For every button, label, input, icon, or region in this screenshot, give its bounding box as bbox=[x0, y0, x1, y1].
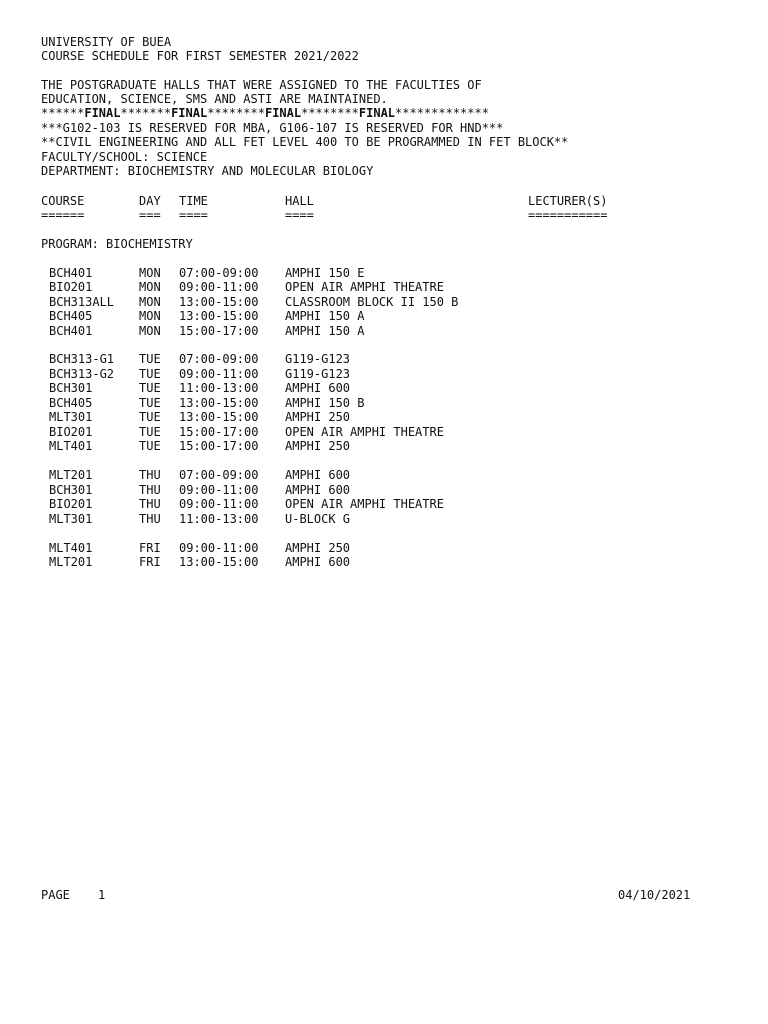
banner-stars: ******** bbox=[301, 106, 359, 120]
time-cell: 13:00-15:00 bbox=[179, 396, 259, 410]
final-label: FINAL bbox=[171, 106, 208, 120]
hall-cell: AMPHI 600 bbox=[285, 468, 351, 482]
time-cell: 13:00-15:00 bbox=[179, 555, 259, 569]
page-number: 1 bbox=[98, 888, 106, 902]
col-hall: HALL bbox=[285, 194, 314, 208]
course-code: BCH313ALL bbox=[49, 295, 115, 309]
day-cell: MON bbox=[139, 280, 161, 294]
day-cell: THU bbox=[139, 497, 161, 511]
hall-cell: OPEN AIR AMPHI THEATRE bbox=[285, 425, 444, 439]
banner-stars: ************* bbox=[395, 106, 489, 120]
day-cell: FRI bbox=[139, 555, 161, 569]
day-cell: MON bbox=[139, 309, 161, 323]
course-code: BCH313-G2 bbox=[49, 367, 115, 381]
hall-cell: AMPHI 600 bbox=[285, 483, 351, 497]
col-lecturers: LECTURER(S) bbox=[528, 194, 608, 208]
department-label: DEPARTMENT: BIOCHEMISTRY AND MOLECULAR BIOLOGY bbox=[41, 164, 374, 178]
notice-line-2: EDUCATION, SCIENCE, SMS AND ASTI ARE MAINTAINED. bbox=[41, 92, 388, 106]
course-code: BCH401 bbox=[49, 324, 93, 338]
course-code: BCH405 bbox=[49, 396, 93, 410]
course-code: BIO201 bbox=[49, 425, 93, 439]
final-banner bbox=[41, 106, 489, 120]
time-cell: 13:00-15:00 bbox=[179, 295, 259, 309]
hall-cell: G119-G123 bbox=[285, 367, 351, 381]
col-hall-underline: ==== bbox=[285, 208, 314, 222]
col-day: DAY bbox=[139, 194, 161, 208]
day-cell: THU bbox=[139, 483, 161, 497]
day-cell: THU bbox=[139, 512, 161, 526]
day-cell: THU bbox=[139, 468, 161, 482]
hall-cell: AMPHI 600 bbox=[285, 555, 351, 569]
hall-cell: OPEN AIR AMPHI THEATRE bbox=[285, 497, 444, 511]
day-cell: TUE bbox=[139, 381, 161, 395]
day-cell: TUE bbox=[139, 425, 161, 439]
col-time: TIME bbox=[179, 194, 208, 208]
hall-cell: AMPHI 250 bbox=[285, 439, 351, 453]
time-cell: 09:00-11:00 bbox=[179, 367, 259, 381]
print-date: 04/10/2021 bbox=[618, 888, 691, 902]
time-cell: 11:00-13:00 bbox=[179, 381, 259, 395]
time-cell: 15:00-17:00 bbox=[179, 425, 259, 439]
time-cell: 09:00-11:00 bbox=[179, 541, 259, 555]
university-name: UNIVERSITY OF BUEA bbox=[41, 35, 172, 49]
time-cell: 07:00-09:00 bbox=[179, 266, 259, 280]
day-cell: TUE bbox=[139, 367, 161, 381]
banner-stars: ****** bbox=[41, 106, 85, 120]
course-code: BCH301 bbox=[49, 483, 93, 497]
schedule-title: COURSE SCHEDULE FOR FIRST SEMESTER 2021/2022 bbox=[41, 49, 359, 63]
col-time-underline: ==== bbox=[179, 208, 208, 222]
day-cell: TUE bbox=[139, 352, 161, 366]
time-cell: 09:00-11:00 bbox=[179, 280, 259, 294]
hall-cell: CLASSROOM BLOCK II 150 B bbox=[285, 295, 459, 309]
course-code: MLT301 bbox=[49, 410, 93, 424]
day-cell: MON bbox=[139, 295, 161, 309]
page-label: PAGE bbox=[41, 888, 70, 902]
program-label: PROGRAM: BIOCHEMISTRY bbox=[41, 237, 193, 251]
time-cell: 11:00-13:00 bbox=[179, 512, 259, 526]
day-cell: MON bbox=[139, 266, 161, 280]
time-cell: 09:00-11:00 bbox=[179, 483, 259, 497]
faculty-label: FACULTY/SCHOOL: SCIENCE bbox=[41, 150, 208, 164]
day-cell: FRI bbox=[139, 541, 161, 555]
time-cell: 15:00-17:00 bbox=[179, 324, 259, 338]
reserved-note: ***G102-103 IS RESERVED FOR MBA, G106-107 IS RESERVED FOR HND*** bbox=[41, 121, 504, 135]
col-course: COURSE bbox=[41, 194, 85, 208]
hall-cell: OPEN AIR AMPHI THEATRE bbox=[285, 280, 444, 294]
course-code: BCH405 bbox=[49, 309, 93, 323]
hall-cell: AMPHI 250 bbox=[285, 541, 351, 555]
day-cell: MON bbox=[139, 324, 161, 338]
course-code: BCH313-G1 bbox=[49, 352, 115, 366]
course-code: BIO201 bbox=[49, 280, 93, 294]
hall-cell: AMPHI 150 A bbox=[285, 324, 365, 338]
civil-note: **CIVIL ENGINEERING AND ALL FET LEVEL 400 TO BE PROGRAMMED IN FET BLOCK** bbox=[41, 135, 569, 149]
course-code: MLT301 bbox=[49, 512, 93, 526]
day-cell: TUE bbox=[139, 410, 161, 424]
hall-cell: U-BLOCK G bbox=[285, 512, 351, 526]
course-code: MLT401 bbox=[49, 541, 93, 555]
time-cell: 07:00-09:00 bbox=[179, 468, 259, 482]
final-label: FINAL bbox=[84, 106, 121, 120]
banner-stars: ******** bbox=[207, 106, 265, 120]
final-label: FINAL bbox=[264, 106, 302, 120]
time-cell: 13:00-15:00 bbox=[179, 410, 259, 424]
final-label: FINAL bbox=[358, 106, 396, 120]
time-cell: 13:00-15:00 bbox=[179, 309, 259, 323]
hall-cell: AMPHI 150 B bbox=[285, 396, 365, 410]
course-code: MLT201 bbox=[49, 468, 93, 482]
course-code: BIO201 bbox=[49, 497, 93, 511]
course-code: BCH401 bbox=[49, 266, 93, 280]
course-code: MLT201 bbox=[49, 555, 93, 569]
col-course-underline: ====== bbox=[41, 208, 85, 222]
time-cell: 15:00-17:00 bbox=[179, 439, 259, 453]
hall-cell: AMPHI 600 bbox=[285, 381, 351, 395]
hall-cell: AMPHI 250 bbox=[285, 410, 351, 424]
course-code: MLT401 bbox=[49, 439, 93, 453]
day-cell: TUE bbox=[139, 439, 161, 453]
hall-cell: G119-G123 bbox=[285, 352, 351, 366]
time-cell: 07:00-09:00 bbox=[179, 352, 259, 366]
notice-line-1: THE POSTGRADUATE HALLS THAT WERE ASSIGNED TO THE FACULTIES OF bbox=[41, 78, 482, 92]
course-code: BCH301 bbox=[49, 381, 93, 395]
day-cell: TUE bbox=[139, 396, 161, 410]
col-lecturers-underline: =========== bbox=[528, 208, 608, 222]
time-cell: 09:00-11:00 bbox=[179, 497, 259, 511]
banner-stars: ******* bbox=[120, 106, 172, 120]
col-day-underline: === bbox=[139, 208, 161, 222]
hall-cell: AMPHI 150 A bbox=[285, 309, 365, 323]
hall-cell: AMPHI 150 E bbox=[285, 266, 365, 280]
